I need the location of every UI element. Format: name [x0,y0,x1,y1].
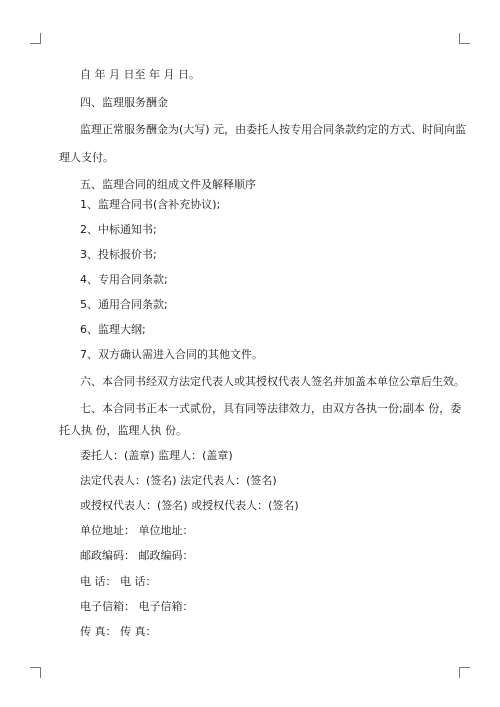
crop-mark-bottom-right [459,667,470,678]
list-item-7: 7、双方确认需进入合同的其他文件。 [80,348,263,361]
crop-mark-bottom-left [30,667,41,678]
list-item-1: 1、监理合同书(含补充协议); [80,198,221,211]
clause-section-7-line-1: 七、本合同书正本一式贰份，具有同等法律效力，由双方各执一份;副本 份，委 [80,402,462,415]
clause-section-7-line-2: 托人执 份，监理人执 份。 [59,424,187,437]
list-item-6: 6、监理大纲; [80,323,146,336]
list-item-5: 5、通用合同条款; [80,298,168,311]
list-item-3: 3、投标报价书; [80,248,157,261]
list-item-4: 4、专用合同条款; [80,273,168,286]
text-line-fee-1: 监理正常服务酬金为(大写) 元，由委托人按专用合同条款约定的方式、时间向监 [80,123,467,136]
text-line-term: 自 年 月 日至 年 月 日。 [80,68,200,81]
field-fax: 传 真： 传 真： [80,625,157,638]
field-address: 单位地址： 单位地址： [80,524,194,537]
field-postal-code: 邮政编码： 邮政编码： [80,549,194,562]
clause-section-6: 六、本合同书经双方法定代表人或其授权代表人签名并加盖本单位公章后生效。 [80,375,465,388]
list-item-2: 2、中标通知书; [80,223,157,236]
crop-mark-top-left [30,33,41,44]
signature-legal-rep: 法定代表人：(签名) 法定代表人：(签名) [80,474,277,487]
text-line-fee-2: 理人支付。 [59,151,114,164]
heading-section-4: 四、监理服务酬金 [80,96,168,109]
signature-parties: 委托人：(盖章) 监理人：(盖章) [80,449,233,462]
field-phone: 电 话： 电 话： [80,575,157,588]
heading-section-5: 五、监理合同的组成文件及解释顺序 [80,178,256,191]
field-email: 电子信箱： 电子信箱： [80,600,194,613]
crop-mark-top-right [459,33,470,44]
signature-authorized-rep: 或授权代表人：(签名) 或授权代表人：(签名) [80,499,299,512]
